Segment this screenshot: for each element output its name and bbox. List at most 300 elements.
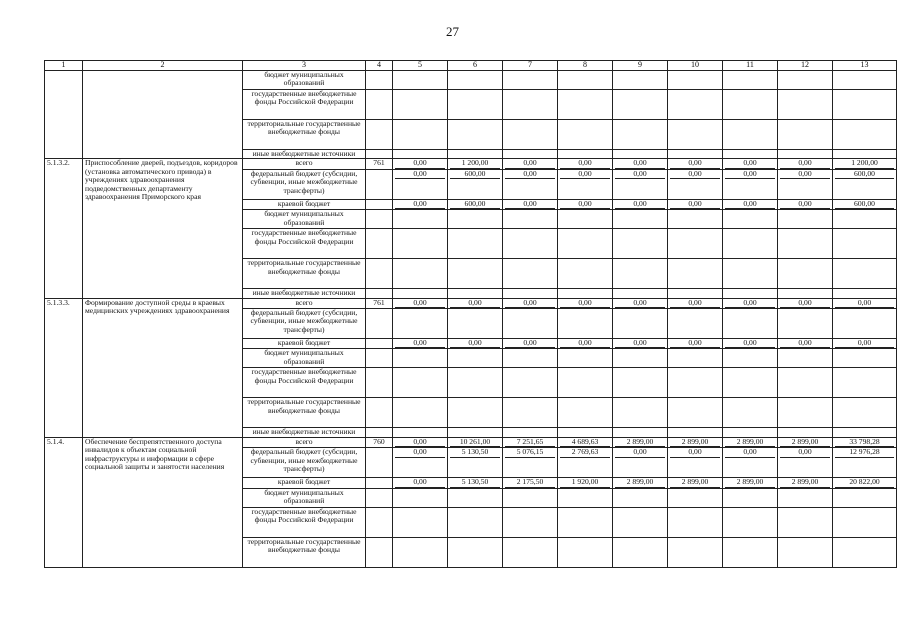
amount-cell xyxy=(448,199,503,209)
amount-cell xyxy=(668,368,723,398)
amount-cell xyxy=(778,398,833,428)
amount-cell xyxy=(503,448,558,478)
grbs-code-cell xyxy=(366,150,393,159)
amount-cell xyxy=(613,448,668,478)
amount-value: 2 899,00 xyxy=(670,438,720,447)
amount-value: 0,00 xyxy=(395,438,445,447)
funding-source-cell: федеральный бюджет (субсидии, субвенции, иные межбюджетные трансферты) xyxy=(243,309,366,339)
amount-cell xyxy=(668,71,723,90)
amount-cell xyxy=(778,298,833,308)
amount-cell xyxy=(503,537,558,567)
amount-value: 0,00 xyxy=(835,339,894,348)
amount-cell xyxy=(723,169,778,199)
amount-cell xyxy=(448,437,503,447)
amount-cell xyxy=(448,71,503,90)
amount-cell xyxy=(778,210,833,229)
funding-source-cell: государственные внебюджетные фонды Российской Федерации xyxy=(243,507,366,537)
table-row xyxy=(45,437,897,447)
amount-value: 20 822,00 xyxy=(835,478,894,487)
amount-cell xyxy=(503,169,558,199)
table-row xyxy=(45,159,897,169)
column-number-cell: 5 xyxy=(393,61,448,71)
amount-cell xyxy=(723,210,778,229)
amount-cell xyxy=(503,210,558,229)
amount-cell xyxy=(833,120,897,150)
grbs-code-cell xyxy=(366,398,393,428)
amount-value: 0,00 xyxy=(505,339,555,348)
amount-cell xyxy=(723,309,778,339)
amount-cell xyxy=(833,478,897,488)
amount-cell xyxy=(778,150,833,159)
amount-cell xyxy=(558,398,613,428)
amount-value: 33 798,28 xyxy=(835,438,894,447)
amount-cell xyxy=(558,120,613,150)
grbs-code-cell xyxy=(366,259,393,289)
amount-cell xyxy=(558,150,613,159)
funding-source-cell: краевой бюджет xyxy=(243,339,366,349)
funding-source-cell: бюджет муниципальных образований xyxy=(243,488,366,507)
amount-cell xyxy=(668,437,723,447)
amount-cell xyxy=(723,229,778,259)
amount-cell xyxy=(778,428,833,437)
grbs-code-cell xyxy=(366,488,393,507)
amount-value: 0,00 xyxy=(560,200,610,209)
amount-cell xyxy=(723,71,778,90)
amount-cell xyxy=(723,537,778,567)
amount-cell xyxy=(668,210,723,229)
column-number-cell: 11 xyxy=(723,61,778,71)
amount-value: 0,00 xyxy=(670,299,720,308)
amount-cell xyxy=(778,507,833,537)
amount-value: 0,00 xyxy=(615,170,665,179)
funding-source-cell: территориальные государственные внебюджетные фонды xyxy=(243,120,366,150)
activity-name-cell: Обеспечение беспрепятственного доступа инвалидов к объектам социальной инфраструктуры и информации в сфере социальной защиты и занятости населения xyxy=(83,437,243,567)
amount-cell xyxy=(613,309,668,339)
amount-cell xyxy=(668,349,723,368)
amount-cell xyxy=(503,398,558,428)
amount-cell xyxy=(778,478,833,488)
amount-cell xyxy=(778,71,833,90)
amount-value: 0,00 xyxy=(505,170,555,179)
amount-value: 2 175,50 xyxy=(505,478,555,487)
amount-cell xyxy=(668,448,723,478)
amount-value: 0,00 xyxy=(560,170,610,179)
funding-source-cell: бюджет муниципальных образований xyxy=(243,210,366,229)
budget-table xyxy=(44,60,897,568)
amount-cell xyxy=(558,437,613,447)
amount-cell xyxy=(503,199,558,209)
page-number: 27 xyxy=(446,24,459,39)
amount-cell xyxy=(778,448,833,478)
amount-value: 0,00 xyxy=(725,299,775,308)
funding-source-cell: краевой бюджет xyxy=(243,478,366,488)
amount-value: 0,00 xyxy=(395,299,445,308)
amount-cell xyxy=(833,537,897,567)
amount-cell xyxy=(833,199,897,209)
amount-value: 4 689,63 xyxy=(560,438,610,447)
activity-name-cell: Приспособление дверей, подъездов, коридоров (установка автоматического привода) в учреждениях здравоохранения подведомственных департаменту здравоохранения Приморского края xyxy=(83,159,243,298)
amount-cell xyxy=(503,488,558,507)
amount-cell xyxy=(393,229,448,259)
amount-cell xyxy=(393,298,448,308)
amount-cell xyxy=(558,507,613,537)
grbs-code-cell xyxy=(366,199,393,209)
amount-cell xyxy=(778,199,833,209)
funding-source-cell: государственные внебюджетные фонды Российской Федерации xyxy=(243,229,366,259)
amount-value: 5 130,50 xyxy=(450,448,500,457)
amount-cell xyxy=(393,90,448,120)
amount-value: 0,00 xyxy=(780,200,830,209)
amount-cell xyxy=(778,309,833,339)
column-number-cell: 8 xyxy=(558,61,613,71)
grbs-code-cell xyxy=(366,428,393,437)
amount-cell xyxy=(393,478,448,488)
amount-value: 0,00 xyxy=(780,339,830,348)
funding-source-cell: территориальные государственные внебюджетные фонды xyxy=(243,398,366,428)
amount-value: 0,00 xyxy=(615,200,665,209)
amount-cell xyxy=(448,339,503,349)
amount-cell xyxy=(613,339,668,349)
amount-value: 12 976,28 xyxy=(835,448,894,457)
grbs-code-cell xyxy=(366,349,393,368)
amount-cell xyxy=(558,289,613,298)
amount-cell xyxy=(723,289,778,298)
amount-cell xyxy=(393,448,448,478)
amount-cell xyxy=(613,398,668,428)
amount-cell xyxy=(668,199,723,209)
funding-source-cell: федеральный бюджет (субсидии, субвенции, иные межбюджетные трансферты) xyxy=(243,169,366,199)
amount-cell xyxy=(723,90,778,120)
amount-cell xyxy=(723,488,778,507)
amount-cell xyxy=(778,120,833,150)
amount-cell xyxy=(778,368,833,398)
funding-source-cell: иные внебюджетные источники xyxy=(243,428,366,437)
amount-cell xyxy=(558,199,613,209)
amount-cell xyxy=(558,71,613,90)
column-number-cell: 2 xyxy=(83,61,243,71)
amount-cell xyxy=(833,368,897,398)
amount-cell xyxy=(393,71,448,90)
column-number-cell: 1 xyxy=(45,61,83,71)
activity-code-cell: 5.1.4. xyxy=(45,437,83,567)
amount-value: 0,00 xyxy=(505,159,555,168)
amount-value: 5 130,50 xyxy=(450,478,500,487)
amount-cell xyxy=(723,437,778,447)
amount-value: 0,00 xyxy=(725,448,775,457)
amount-value: 0,00 xyxy=(505,299,555,308)
column-number-cell: 13 xyxy=(833,61,897,71)
amount-value: 600,00 xyxy=(450,170,500,179)
amount-cell xyxy=(448,507,503,537)
amount-cell xyxy=(778,339,833,349)
amount-cell xyxy=(393,507,448,537)
amount-cell xyxy=(723,428,778,437)
amount-cell xyxy=(613,169,668,199)
amount-cell xyxy=(448,537,503,567)
amount-cell xyxy=(613,120,668,150)
amount-cell xyxy=(833,339,897,349)
amount-value: 0,00 xyxy=(395,448,445,457)
amount-cell xyxy=(613,488,668,507)
amount-value: 0,00 xyxy=(780,448,830,457)
amount-cell xyxy=(613,537,668,567)
amount-cell xyxy=(558,478,613,488)
column-number-cell: 7 xyxy=(503,61,558,71)
amount-cell xyxy=(558,159,613,169)
amount-cell xyxy=(833,437,897,447)
amount-cell xyxy=(393,428,448,437)
amount-cell xyxy=(503,120,558,150)
amount-value: 0,00 xyxy=(560,339,610,348)
amount-value: 0,00 xyxy=(615,299,665,308)
amount-cell xyxy=(778,289,833,298)
amount-cell xyxy=(503,309,558,339)
amount-cell xyxy=(393,120,448,150)
amount-cell xyxy=(448,398,503,428)
amount-value: 0,00 xyxy=(615,448,665,457)
amount-cell xyxy=(448,309,503,339)
amount-value: 0,00 xyxy=(780,299,830,308)
table-body xyxy=(45,61,897,568)
amount-cell xyxy=(833,398,897,428)
amount-value: 600,00 xyxy=(450,200,500,209)
grbs-code-cell xyxy=(366,169,393,199)
grbs-code-cell xyxy=(366,339,393,349)
amount-cell xyxy=(558,537,613,567)
amount-value: 5 076,15 xyxy=(505,448,555,457)
amount-cell xyxy=(723,507,778,537)
amount-cell xyxy=(558,309,613,339)
amount-cell xyxy=(833,259,897,289)
amount-cell xyxy=(393,309,448,339)
amount-cell xyxy=(448,488,503,507)
amount-cell xyxy=(668,169,723,199)
amount-cell xyxy=(613,159,668,169)
amount-cell xyxy=(503,339,558,349)
amount-cell xyxy=(613,259,668,289)
amount-cell xyxy=(558,169,613,199)
amount-value: 2 899,00 xyxy=(615,438,665,447)
amount-cell xyxy=(503,298,558,308)
amount-value: 1 920,00 xyxy=(560,478,610,487)
amount-value: 2 899,00 xyxy=(725,478,775,487)
amount-cell xyxy=(558,488,613,507)
amount-value: 600,00 xyxy=(835,170,894,179)
amount-cell xyxy=(613,90,668,120)
amount-cell xyxy=(448,159,503,169)
grbs-code-cell xyxy=(366,537,393,567)
amount-cell xyxy=(668,159,723,169)
amount-cell xyxy=(613,199,668,209)
amount-cell xyxy=(723,159,778,169)
amount-cell xyxy=(778,537,833,567)
amount-value: 0,00 xyxy=(395,339,445,348)
amount-value: 0,00 xyxy=(505,200,555,209)
amount-cell xyxy=(503,90,558,120)
amount-cell xyxy=(833,507,897,537)
amount-cell xyxy=(723,478,778,488)
amount-cell xyxy=(393,349,448,368)
amount-value: 7 251,65 xyxy=(505,438,555,447)
amount-cell xyxy=(448,368,503,398)
amount-cell xyxy=(393,259,448,289)
amount-value: 0,00 xyxy=(670,159,720,168)
amount-cell xyxy=(778,259,833,289)
amount-cell xyxy=(448,150,503,159)
amount-cell xyxy=(503,368,558,398)
amount-value: 0,00 xyxy=(725,170,775,179)
amount-value: 0,00 xyxy=(395,478,445,487)
amount-value: 2 899,00 xyxy=(725,438,775,447)
funding-source-cell: всего xyxy=(243,298,366,308)
amount-cell xyxy=(778,169,833,199)
activity-code-cell xyxy=(45,71,83,159)
funding-source-cell: территориальные государственные внебюджетные фонды xyxy=(243,259,366,289)
amount-value: 0,00 xyxy=(670,448,720,457)
amount-cell xyxy=(503,507,558,537)
amount-value: 2 899,00 xyxy=(615,478,665,487)
amount-cell xyxy=(778,437,833,447)
grbs-code-cell: 761 xyxy=(366,159,393,169)
grbs-code-cell xyxy=(366,289,393,298)
amount-cell xyxy=(613,298,668,308)
amount-cell xyxy=(503,289,558,298)
amount-cell xyxy=(833,71,897,90)
amount-cell xyxy=(503,349,558,368)
amount-value: 2 899,00 xyxy=(780,478,830,487)
amount-cell xyxy=(778,349,833,368)
grbs-code-cell xyxy=(366,210,393,229)
amount-cell xyxy=(778,229,833,259)
amount-value: 0,00 xyxy=(780,170,830,179)
amount-value: 0,00 xyxy=(560,159,610,168)
amount-cell xyxy=(448,210,503,229)
amount-cell xyxy=(613,349,668,368)
amount-cell xyxy=(558,298,613,308)
amount-value: 0,00 xyxy=(725,339,775,348)
funding-source-cell: территориальные государственные внебюджетные фонды xyxy=(243,537,366,567)
amount-cell xyxy=(723,339,778,349)
funding-source-cell: государственные внебюджетные фонды Российской Федерации xyxy=(243,90,366,120)
amount-value: 0,00 xyxy=(670,200,720,209)
funding-source-cell: федеральный бюджет (субсидии, субвенции, иные межбюджетные трансферты) xyxy=(243,448,366,478)
funding-source-cell: иные внебюджетные источники xyxy=(243,150,366,159)
amount-cell xyxy=(833,289,897,298)
funding-source-cell: иные внебюджетные источники xyxy=(243,289,366,298)
funding-source-cell: бюджет муниципальных образований xyxy=(243,71,366,90)
amount-cell xyxy=(393,150,448,159)
activity-name-cell: Формирование доступной среды в краевых медицинских учреждениях здравоохранения xyxy=(83,298,243,437)
amount-cell xyxy=(668,229,723,259)
column-number-header xyxy=(45,61,897,71)
amount-cell xyxy=(833,309,897,339)
amount-cell xyxy=(448,259,503,289)
amount-value: 0,00 xyxy=(395,200,445,209)
amount-cell xyxy=(668,289,723,298)
column-number-cell: 3 xyxy=(243,61,366,71)
amount-value: 0,00 xyxy=(725,159,775,168)
amount-cell xyxy=(393,199,448,209)
amount-cell xyxy=(723,298,778,308)
grbs-code-cell xyxy=(366,71,393,90)
grbs-code-cell xyxy=(366,448,393,478)
amount-cell xyxy=(723,259,778,289)
amount-cell xyxy=(833,448,897,478)
amount-cell xyxy=(393,537,448,567)
amount-value: 2 899,00 xyxy=(670,478,720,487)
amount-cell xyxy=(558,339,613,349)
grbs-code-cell xyxy=(366,120,393,150)
amount-cell xyxy=(833,229,897,259)
amount-cell xyxy=(723,199,778,209)
activity-name-cell xyxy=(83,71,243,159)
amount-cell xyxy=(668,298,723,308)
column-number-cell: 12 xyxy=(778,61,833,71)
amount-value: 0,00 xyxy=(670,339,720,348)
amount-value: 600,00 xyxy=(835,200,894,209)
amount-cell xyxy=(668,428,723,437)
column-number-cell: 6 xyxy=(448,61,503,71)
activity-code-cell: 5.1.3.3. xyxy=(45,298,83,437)
column-number-cell: 4 xyxy=(366,61,393,71)
amount-cell xyxy=(723,368,778,398)
amount-cell xyxy=(613,428,668,437)
amount-cell xyxy=(503,159,558,169)
amount-cell xyxy=(558,90,613,120)
amount-cell xyxy=(558,229,613,259)
amount-cell xyxy=(613,289,668,298)
amount-value: 1 200,00 xyxy=(450,159,500,168)
amount-cell xyxy=(613,368,668,398)
amount-value: 2 769,63 xyxy=(560,448,610,457)
funding-source-cell: краевой бюджет xyxy=(243,199,366,209)
amount-cell xyxy=(613,229,668,259)
amount-cell xyxy=(393,339,448,349)
amount-cell xyxy=(778,488,833,507)
amount-cell xyxy=(613,478,668,488)
amount-value: 0,00 xyxy=(835,299,894,308)
amount-cell xyxy=(448,169,503,199)
amount-cell xyxy=(558,428,613,437)
amount-cell xyxy=(668,120,723,150)
funding-source-cell: государственные внебюджетные фонды Российской Федерации xyxy=(243,368,366,398)
amount-value: 0,00 xyxy=(450,339,500,348)
amount-cell xyxy=(393,210,448,229)
amount-cell xyxy=(668,537,723,567)
amount-value: 0,00 xyxy=(395,159,445,168)
amount-value: 0,00 xyxy=(395,170,445,179)
amount-value: 0,00 xyxy=(450,299,500,308)
amount-cell xyxy=(448,229,503,259)
amount-cell xyxy=(833,488,897,507)
amount-cell xyxy=(723,120,778,150)
amount-value: 2 899,00 xyxy=(780,438,830,447)
amount-cell xyxy=(833,298,897,308)
amount-cell xyxy=(668,259,723,289)
amount-cell xyxy=(393,169,448,199)
grbs-code-cell xyxy=(366,368,393,398)
amount-cell xyxy=(723,448,778,478)
amount-cell xyxy=(503,229,558,259)
amount-cell xyxy=(723,349,778,368)
amount-cell xyxy=(393,368,448,398)
amount-value: 0,00 xyxy=(560,299,610,308)
amount-cell xyxy=(448,120,503,150)
amount-cell xyxy=(558,368,613,398)
amount-cell xyxy=(723,398,778,428)
grbs-code-cell: 760 xyxy=(366,437,393,447)
amount-cell xyxy=(503,478,558,488)
